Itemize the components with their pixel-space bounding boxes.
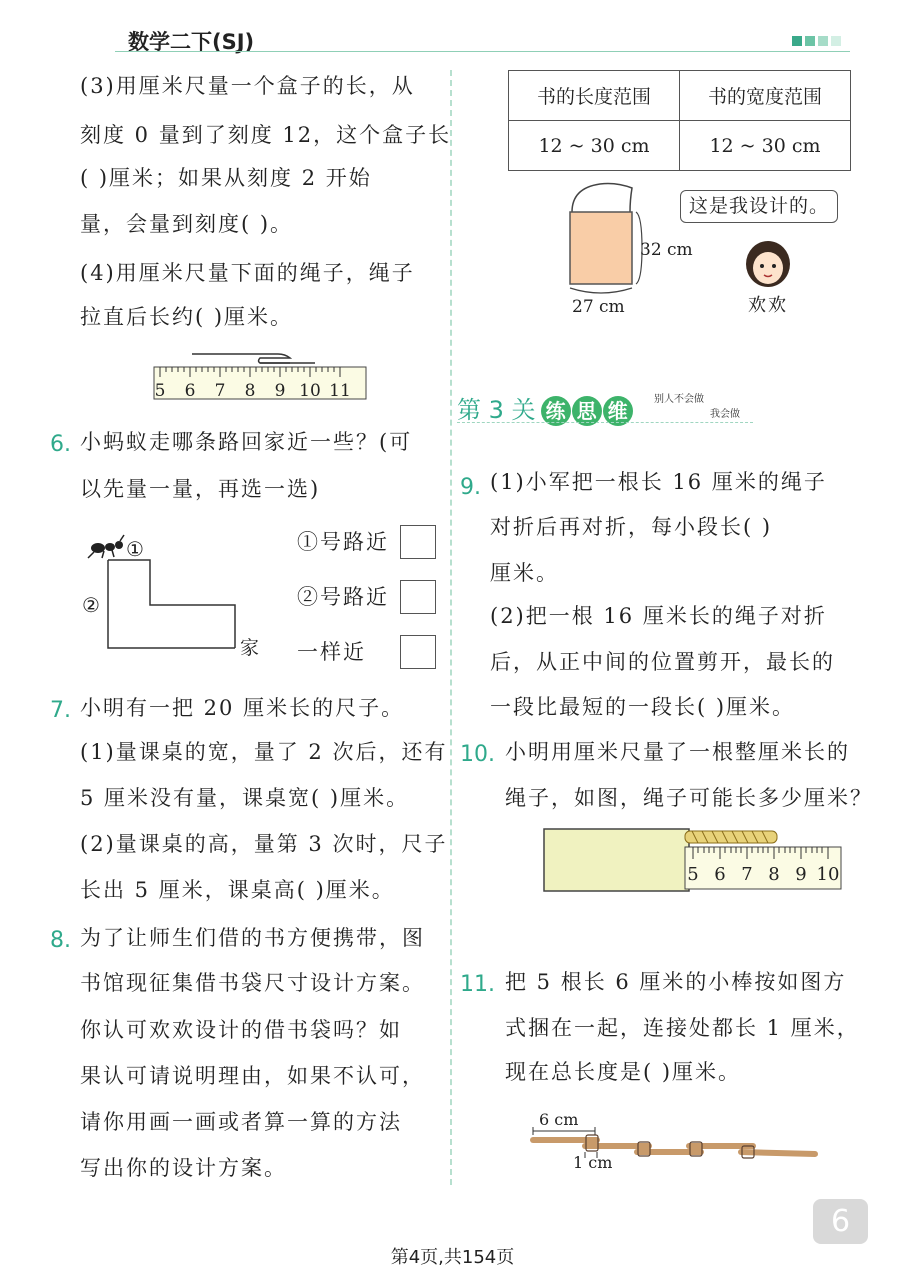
q9-line-3: 厘米。 — [490, 561, 559, 585]
option-same-checkbox[interactable] — [400, 635, 436, 669]
q10-line-2: 绳子，如图，绳子可能长多少厘米？ — [505, 786, 873, 810]
option-same-label: 一样近 — [297, 640, 366, 664]
ant-path-diagram — [80, 530, 280, 665]
stage-underline — [457, 422, 753, 423]
bag-height-label: 32 cm — [640, 240, 693, 260]
badge-char: 维 — [603, 396, 633, 426]
girl-avatar-icon — [738, 236, 798, 291]
option-path2-label: ②号路近 — [297, 585, 389, 609]
bag-width-label: 27 cm — [572, 297, 625, 315]
ruler1-tick: 9 — [274, 381, 286, 401]
header-decoration — [792, 31, 844, 50]
ruler1-tick: 11 — [329, 381, 351, 401]
q5-3-line-3: ( )厘米；如果从刻度 2 开始 — [80, 166, 372, 190]
stage-tag-2: 我会做 — [710, 409, 740, 420]
q6-line-2: 以先量一量，再选一选) — [80, 477, 321, 501]
rope-on-ruler-figure — [540, 825, 845, 895]
q5-3-line-1: (3)用厘米尺量一个盒子的长，从 — [80, 74, 415, 98]
home-label: 家 — [240, 637, 260, 659]
speech-bubble: 这是我设计的。 — [680, 190, 838, 223]
q5-3-line-4: 量，会量到刻度( )。 — [80, 212, 294, 236]
ruler2-tick: 10 — [816, 864, 840, 885]
q9-line-1: (1)小军把一根长 16 厘米的绳子 — [490, 470, 827, 494]
q6-line-1: 小蚂蚁走哪条路回家近一些？(可 — [80, 430, 413, 454]
ruler1-tick: 5 — [154, 381, 166, 401]
q5-3-line-2: 刻度 0 量到了刻度 12，这个盒子长 — [80, 123, 452, 147]
column-divider — [450, 70, 452, 1185]
ruler2-tick: 5 — [687, 864, 699, 885]
table-header: 书的长度范围 — [509, 71, 680, 121]
q8-line-3: 你认可欢欢设计的借书袋吗？如 — [80, 1018, 402, 1042]
q11-number: 11. — [460, 972, 495, 997]
q7-line-5: 长出 5 厘米，课桌高( )厘米。 — [80, 878, 395, 902]
table-cell: 12 ~ 30 cm — [680, 121, 851, 171]
ruler1-tick: 10 — [299, 381, 321, 401]
page-header-title: 数学二下(SJ) — [128, 30, 255, 54]
option-path1-checkbox[interactable] — [400, 525, 436, 559]
q9-line-5: 后，从正中间的位置剪开，最长的 — [490, 650, 835, 674]
ruler1-tick: 6 — [184, 381, 196, 401]
sticks-label-1cm: 1 cm — [573, 1153, 613, 1172]
badge-char: 练 — [541, 396, 571, 426]
table-header: 书的宽度范围 — [680, 71, 851, 121]
page-footer: 第4页,共154页 — [390, 1247, 515, 1268]
q10-number: 10. — [460, 742, 495, 767]
book-size-table — [508, 70, 851, 171]
q9-line-4: (2)把一根 16 厘米长的绳子对折 — [490, 604, 827, 628]
stage-banner — [457, 390, 634, 426]
q5-4-line-1: (4)用厘米尺量下面的绳子，绳子 — [80, 261, 415, 285]
ruler2-tick: 7 — [741, 864, 753, 885]
q8-line-6: 写出你的设计方案。 — [80, 1156, 287, 1180]
path2-label: ② — [82, 593, 100, 617]
stage-title: 第 3 关 — [457, 396, 536, 424]
header-rule — [115, 51, 850, 52]
ant-icon — [88, 535, 124, 558]
option-path1-label: ①号路近 — [297, 530, 389, 554]
sticks-figure — [525, 1108, 825, 1173]
q7-line-3: 5 厘米没有量，课桌宽( )厘米。 — [80, 786, 410, 810]
q7-line-1: 小明有一把 20 厘米长的尺子。 — [80, 696, 405, 720]
q6-number: 6. — [50, 432, 71, 457]
ruler2-tick: 8 — [768, 864, 780, 885]
q7-number: 7. — [50, 698, 71, 723]
q5-4-line-2: 拉直后长约( )厘米。 — [80, 305, 294, 329]
sticks-label-6cm: 6 cm — [539, 1110, 579, 1129]
option-path2-checkbox[interactable] — [400, 580, 436, 614]
q11-line-1: 把 5 根长 6 厘米的小棒按如图方 — [505, 970, 847, 994]
q8-line-1: 为了让师生们借的书方便携带，图 — [80, 926, 425, 950]
badge-char: 思 — [572, 396, 602, 426]
ruler1-tick: 7 — [214, 381, 226, 401]
q7-line-4: (2)量课桌的高，量第 3 次时，尺子 — [80, 832, 448, 856]
q10-line-1: 小明用厘米尺量了一根整厘米长的 — [505, 740, 850, 764]
stage-tag-1: 别人不会做 — [654, 394, 704, 405]
q7-line-2: (1)量课桌的宽，量了 2 次后，还有 — [80, 740, 448, 764]
ruler1-tick: 8 — [244, 381, 256, 401]
q9-number: 9. — [460, 475, 481, 500]
q9-line-2: 对折后再对折，每小段长( ) — [490, 515, 773, 539]
rope-ruler-figure — [150, 345, 370, 405]
q8-line-2: 书馆现征集借书袋尺寸设计方案。 — [80, 971, 425, 995]
ruler2-tick: 6 — [714, 864, 726, 885]
page-number-badge: 6 — [813, 1199, 868, 1244]
rope-icon — [685, 831, 777, 843]
q8-line-5: 请你用画一画或者算一算的方法 — [80, 1110, 402, 1134]
q11-line-2: 式捆在一起，连接处都长 1 厘米， — [505, 1016, 860, 1040]
table-cell: 12 ~ 30 cm — [509, 121, 680, 171]
q9-line-6: 一段比最短的一段长( )厘米。 — [490, 695, 796, 719]
q11-line-3: 现在总长度是( )厘米。 — [505, 1060, 742, 1084]
character-name: 欢欢 — [748, 295, 788, 316]
q8-line-4: 果认可请说明理由，如果不认可， — [80, 1064, 425, 1088]
ruler2-tick: 9 — [795, 864, 807, 885]
path1-label: ① — [126, 537, 144, 561]
q8-number: 8. — [50, 928, 71, 953]
